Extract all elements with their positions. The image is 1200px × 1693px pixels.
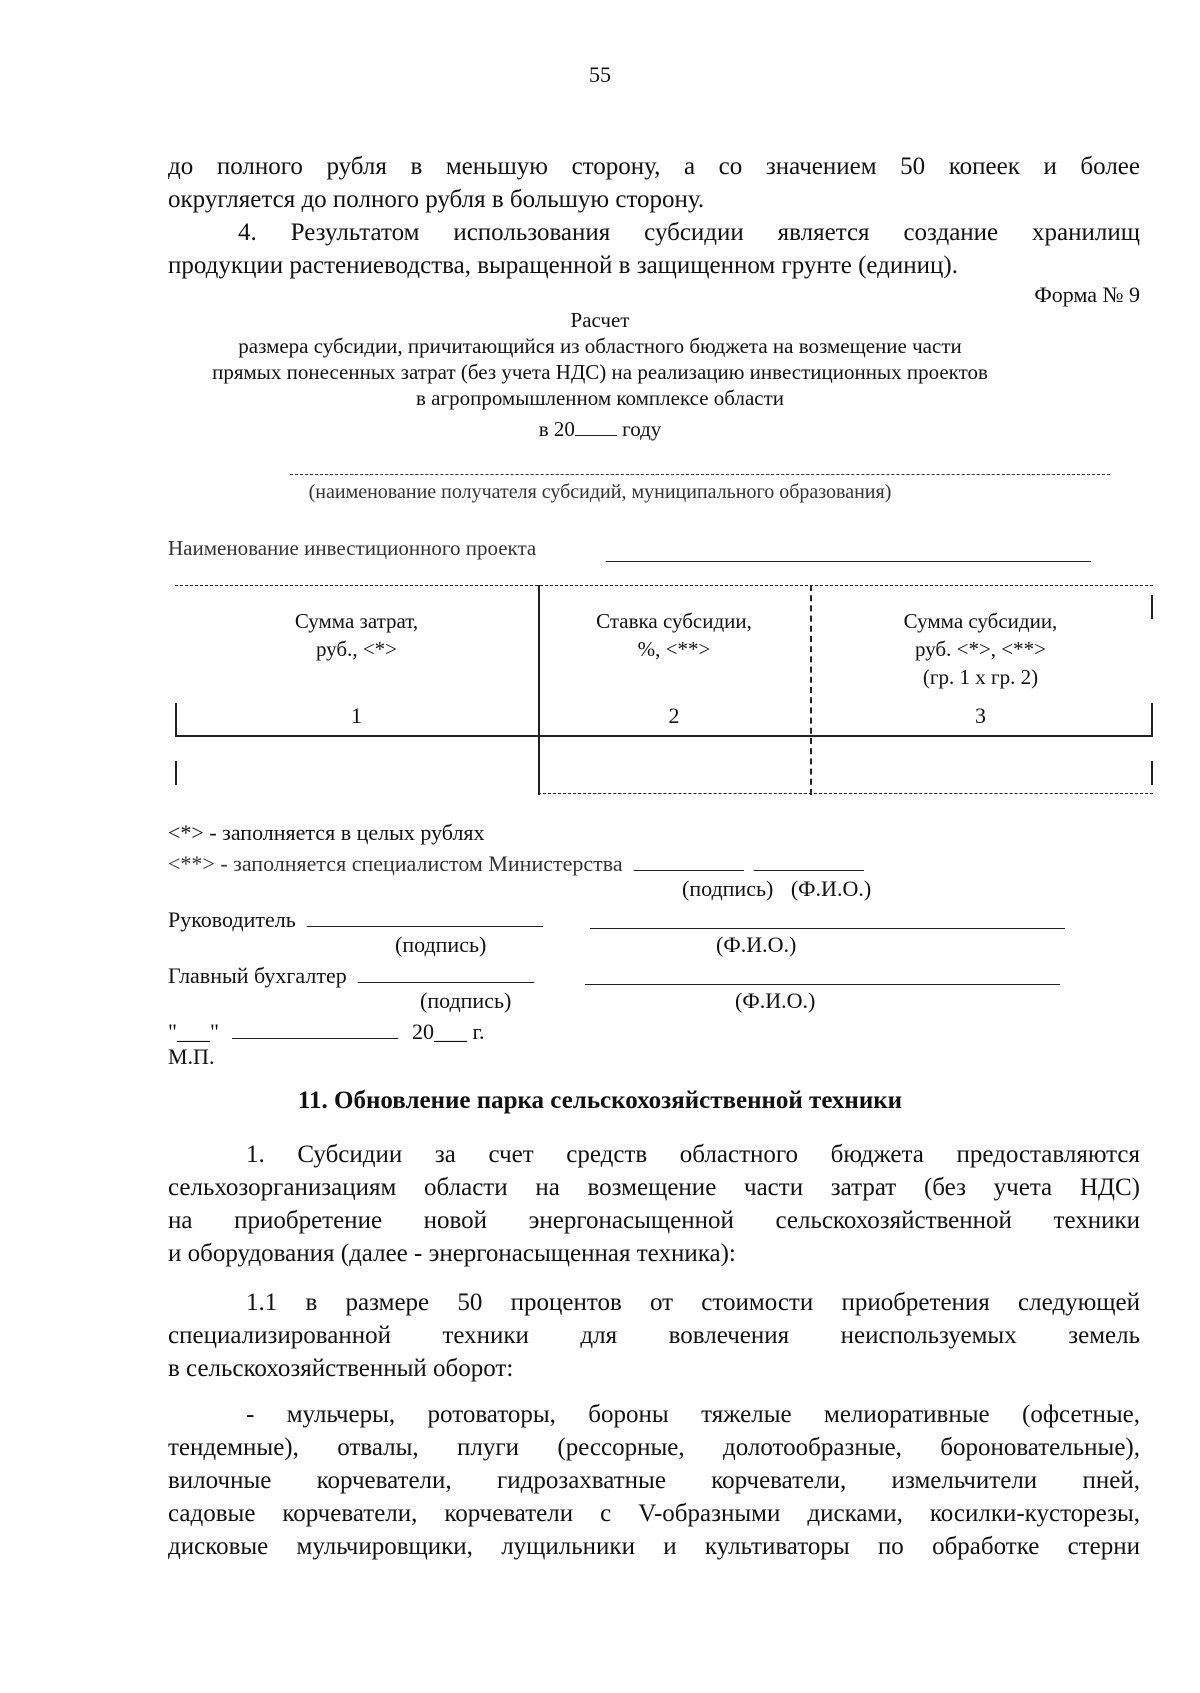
column-number: 2 (668, 703, 680, 728)
table-header-rate (538, 607, 810, 663)
signature-field (634, 848, 744, 871)
project-name-label: Наименование инвестиционного проекта (168, 536, 537, 560)
point-4-paragraph (168, 216, 1140, 282)
form-subtitle-line: прямых понесенных затрат (без учета НДС) на реализацию инвестиционных проектов (212, 360, 988, 384)
stamp-place: М.П. (168, 1044, 215, 1069)
text-line: дисковые мульчировщики, лущильники и культиваторы по обработке стерни (168, 1533, 1140, 1560)
text-line: - мульчеры, ротоваторы, бороны тяжелые мелиоративные (офсетные, (246, 1401, 1140, 1428)
text-line: и оборудования (далее - энергонасыщенная техника): (168, 1240, 736, 1267)
subsidy-table (175, 585, 1153, 795)
header-line: Сумма затрат, (294, 609, 419, 633)
table-bottom-border (538, 793, 1153, 794)
header-line: %, <**> (637, 637, 711, 661)
column-number: 3 (975, 703, 986, 728)
fio-field (754, 848, 864, 871)
accountant-signature-caption: (подпись) (420, 988, 512, 1013)
text-line: на приобретение новой энергонасыщенной сельскохозяйственной техники (168, 1207, 1140, 1234)
table-header-subsidy (810, 607, 1151, 691)
header-line: Ставка субсидии, (596, 609, 752, 633)
text-line: вилочные корчеватели, гидрозахватные корчеватели, измельчители пней, (168, 1467, 1140, 1494)
text-line: 4. Результатом использования субсидии является создание хранилищ (238, 219, 1140, 246)
table-border (175, 761, 177, 785)
header-line: (гр. 1 х гр. 2) (922, 665, 1039, 689)
date-month-field (232, 1016, 398, 1039)
head-fio-caption: (Ф.И.О.) (716, 932, 797, 957)
footnote-2: <**> - заполняется специалистом Министерства (168, 851, 623, 876)
form-title: Расчет (570, 308, 630, 332)
fio-caption: (Ф.И.О.) (790, 876, 872, 901)
form-subtitle-line: размера субсидии, причитающийся из областного бюджета на возмещение части (238, 334, 962, 358)
table-border (1151, 595, 1153, 619)
section-paragraph-1 (168, 1138, 1140, 1270)
text-line: 1.1 в размере 50 процентов от стоимости приобретения следующей (246, 1289, 1140, 1316)
year-blank (575, 414, 617, 436)
head-signature-caption: (подпись) (395, 932, 487, 957)
text-line: тендемные), отвалы, плуги (рессорные, долотообразные, бороновательные), (168, 1434, 1140, 1461)
text-line: сельхозорганизациям области на возмещение части затрат (без учета НДС) (168, 1174, 1140, 1201)
year-suffix: году (622, 417, 662, 441)
column-number: 1 (351, 703, 362, 728)
form-year-line (0, 414, 1200, 442)
accountant-row (168, 960, 534, 989)
head-fio-field (590, 928, 1065, 929)
date-day: "___" (168, 1019, 219, 1044)
section-paragraph-3 (168, 1398, 1140, 1563)
header-line: Сумма субсидии, (903, 609, 1058, 633)
specialist-caption-row (682, 876, 871, 902)
year-prefix: в 20 (538, 417, 575, 441)
accountant-signature-field (358, 960, 534, 983)
text-line: садовые корчеватели, корчеватели с V-образными дисками, косилки-кусторезы, (168, 1500, 1140, 1527)
date-row (168, 1016, 485, 1045)
form-number-label: Форма № 9 (1034, 282, 1140, 307)
footnote-1: <*> - заполняется в целых рублях (168, 820, 485, 845)
head-row (168, 904, 543, 933)
table-header-cost (175, 607, 538, 663)
form-subtitle-line: в агропромышленном комплексе области (415, 386, 784, 410)
accountant-fio-caption: (Ф.И.О.) (735, 988, 816, 1013)
header-line: руб., <*> (315, 637, 398, 661)
text-line: 1. Субсидии за счет средств областного бюджета предоставляются (246, 1141, 1140, 1168)
project-name-field (606, 561, 1091, 562)
text-line: продукции растениеводства, выращенной в защищенном грунте (единиц). (168, 252, 958, 279)
signature-caption: (подпись) (682, 876, 774, 901)
head-signature-field (307, 904, 543, 927)
text-line: специализированной техники для вовлечения неиспользуемых земель (168, 1322, 1140, 1349)
text-line: до полного рубля в меньшую сторону, а со значением 50 копеек и более (168, 153, 1140, 180)
table-border (1151, 703, 1153, 735)
section-paragraph-2 (168, 1286, 1140, 1385)
header-line: руб. <*>, <**> (914, 637, 1046, 661)
text-line: округляется до полного рубля в большую сторону. (168, 186, 705, 213)
page-number: 55 (589, 62, 611, 87)
accountant-fio-field (585, 984, 1060, 985)
date-year: 20___ г. (411, 1019, 485, 1044)
intro-paragraph (168, 150, 1140, 216)
table-border (1151, 761, 1153, 785)
table-top-border (175, 585, 1153, 586)
section-heading: 11. Обновление парка сельскохозяйственной техники (297, 1087, 903, 1114)
footnote-2-row (168, 848, 864, 877)
table-row-divider (175, 735, 1153, 737)
recipient-caption: (наименование получателя субсидий, муниципального образования) (308, 481, 892, 503)
recipient-field-line (290, 474, 1110, 475)
text-line: в сельскохозяйственный оборот: (168, 1355, 514, 1382)
head-label: Руководитель (168, 907, 296, 932)
accountant-label: Главный бухгалтер (168, 963, 347, 988)
